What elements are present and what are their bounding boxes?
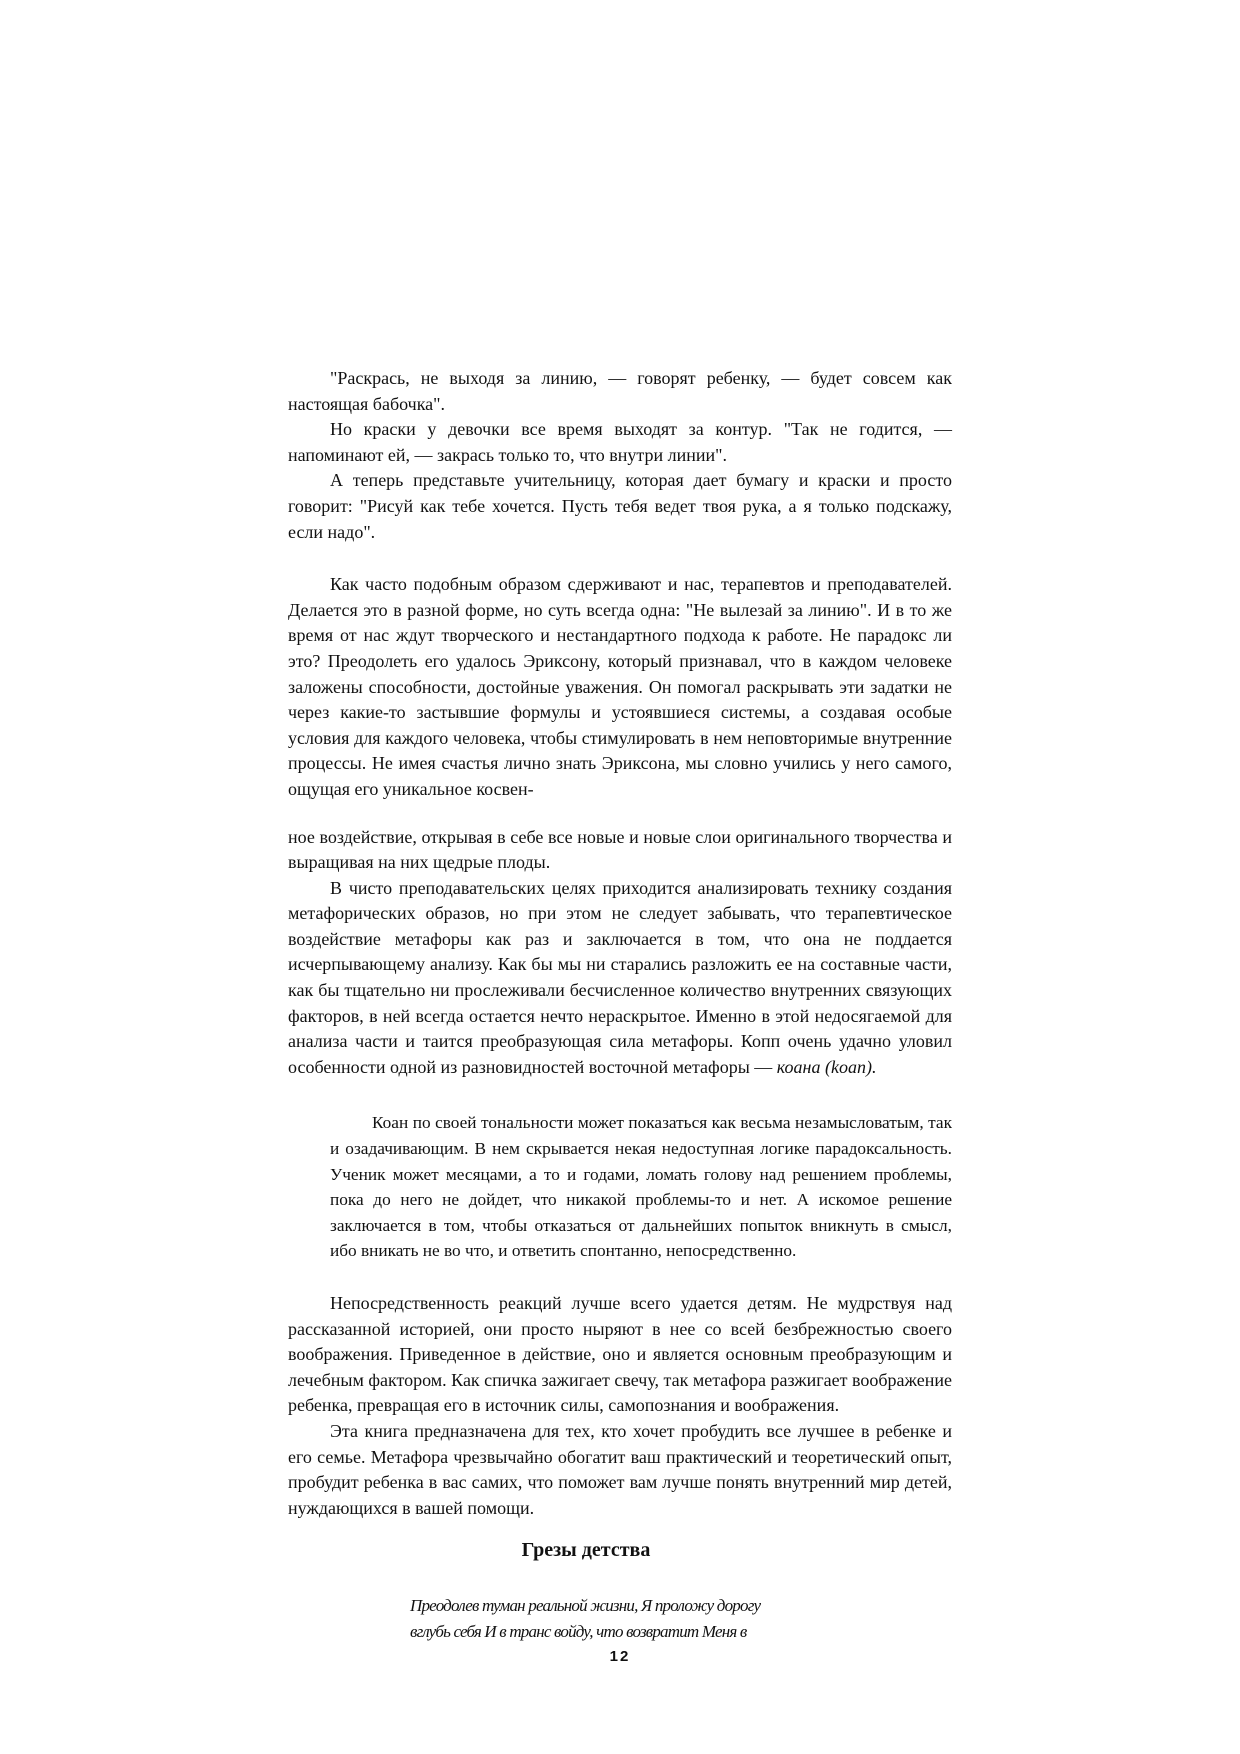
paragraph-girl-paints: Но краски у девочки все время выходят за контур. "Так не годится, — напоминают ей, — закрась только то, что внутри линии". xyxy=(288,419,952,465)
section-heading: Грезы детства xyxy=(521,1539,651,1562)
poem-line: вглубь себя И в транс войду, что возвратит Меня в xyxy=(410,1622,747,1642)
page-number: 12 xyxy=(609,1648,631,1665)
koan-quote-text: Коан по своей тональности может показаться как весьма незамысловатым, так и озадачивающим. В нем скрывается некая недоступная логике парадоксальность. Ученик может месяцами, а то и годами, ломать голову над решением проблемы, пока до него не дойдет, что никакой проблемы-то и нет. А искомое решение заключается в том, чтобы отказаться от дальнейших попыток вникнуть в смысл, ибо вникать не во что, и ответить спонтанно, непосредственно. xyxy=(330,1113,952,1261)
paragraph-metaphor-analysis xyxy=(288,876,952,1081)
paragraph-coloring-instruction: "Раскрась, не выходя за линию, — говорят ребенку, — будет совсем как настоящая бабочка". xyxy=(288,368,952,414)
paragraph-metaphor-analysis-text: В чисто преподавательских целях приходится анализировать технику создания метафорических образов, но при этом не следует забывать, что терапевтическое воздействие метафоры как раз и заключается в том, что она не поддается исчерпывающему анализу. Как бы мы ни старались разложить ее на составные части, как бы тщательно ни прослеживали бесчисленное количество внутренних связующих факторов, в ней всегда остается нечто нераскрытое. Именно в этой недосягаемой для анализа части и таится преобразующая сила метафоры. Копп очень удачно уловил особенности одной из разновидностей восточной метафоры — xyxy=(288,877,952,1077)
paragraph-teacher: А теперь представьте учительницу, которая дает бумагу и краски и просто говорит: "Рисуй как тебе хочется. Пусть тебя ведет твоя рука, а я только подскажу, если надо". xyxy=(288,470,952,542)
epigraph-poem xyxy=(410,1593,952,1645)
text-column xyxy=(288,366,952,1645)
koan-quote-block xyxy=(330,1110,952,1264)
paragraph-children-imagination: Непосредственность реакций лучше всего удается детям. Не мудрствуя над рассказанной историей, они просто ныряют в нее со всей безбрежностью своего воображения. Приведенное в действие, оно и является основным преобразующим и лечебным фактором. Как спичка зажигает свечу, так метафора разжигает воображение ребенка, превращая его в источник силы, самопознания и воображения. xyxy=(288,1293,952,1416)
paragraph-continuation: ное воздействие, открывая в себе все новые и новые слои оригинального творчества и выращивая на них щедрые плоды. xyxy=(288,826,952,873)
paragraph-book-purpose: Эта книга предназначена для тех, кто хочет пробудить все лучшее в ребенке и его семье. Метафора чрезвычайно обогатит ваш практический и теоретический опыт, пробудит ребенка в вас самих, что поможет вам лучше понять внутренний мир детей, нуждающихся в вашей помощи. xyxy=(288,1420,952,1518)
koan-term: коана (koan). xyxy=(776,1056,877,1077)
poem-line: Преодолев туман реальной жизни, Я проложу дорогу xyxy=(410,1596,761,1616)
paragraph-erickson: Как часто подобным образом сдерживают и нас, терапевтов и преподавателей. Делается это в разной форме, но суть всегда одна: "Не вылезай за линию". И в то же время от нас ждут творческого и нестандартного подхода к работе. Не парадокс ли это? Преодолеть его удалось Эриксону, который признавал, что в каждом человеке заложены способности, достойные уважения. Он помогал раскрывать эти задатки не через какие-то застывшие формулы и устоявшиеся системы, а создавая особые условия для каждого человека, чтобы стимулировать в нем неповторимые внутренние процессы. Не имея счастья лично знать Эриксона, мы словно учились у него самого, ощущая его уникальное косвен- xyxy=(288,574,952,799)
